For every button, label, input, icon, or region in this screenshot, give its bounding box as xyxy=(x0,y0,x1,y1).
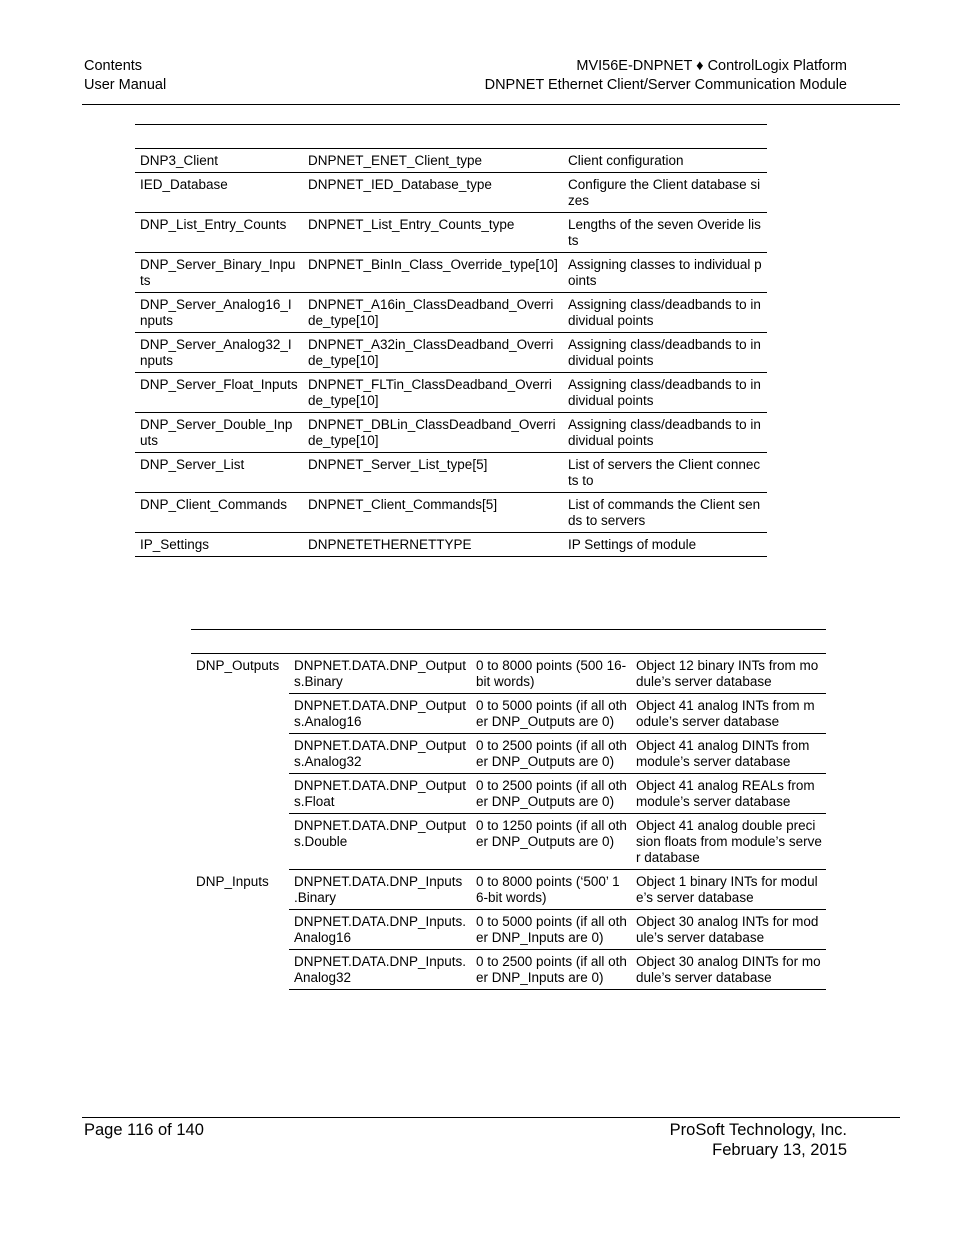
tag-type-cell: DNPNET_FLTin_ClassDeadband_Override_type[10] xyxy=(303,373,563,413)
table-row xyxy=(135,293,767,333)
data-object-table-body xyxy=(191,630,826,990)
data-description-cell: Object 41 analog double precision floats from module’s server database xyxy=(631,814,826,870)
table-row xyxy=(135,149,767,173)
tag-name-cell: DNP_Server_Float_Inputs xyxy=(135,373,303,413)
table-row xyxy=(191,734,826,774)
data-description-cell: Object 41 analog DINTs from module’s server database xyxy=(631,734,826,774)
footer-divider xyxy=(82,1117,900,1118)
table-row xyxy=(191,870,826,910)
table-row xyxy=(135,373,767,413)
group-name-cell: DNP_Outputs xyxy=(196,658,280,673)
group-name-cell: DNP_Inputs xyxy=(196,873,269,889)
group-spacer-cell xyxy=(191,734,289,774)
tag-description-cell: Assigning class/deadbands to individual points xyxy=(563,413,767,453)
header-divider xyxy=(82,104,900,105)
footer-date: February 13, 2015 xyxy=(712,1141,847,1159)
page-footer-right xyxy=(670,1120,847,1160)
group-spacer-cell xyxy=(191,950,289,990)
group-spacer-cell xyxy=(191,694,289,734)
table-row xyxy=(135,493,767,533)
data-tag-cell: DNPNET.DATA.DNP_Outputs.Analog16 xyxy=(289,694,471,734)
table-row xyxy=(191,950,826,990)
table-row xyxy=(135,173,767,213)
tag-type-cell: DNPNET_A16in_ClassDeadband_Override_type[10] xyxy=(303,293,563,333)
data-description-cell: Object 30 analog INTs for module’s server database xyxy=(631,910,826,950)
tag-structure-table-body xyxy=(135,125,767,557)
data-tag-cell: DNPNET.DATA.DNP_Outputs.Analog32 xyxy=(289,734,471,774)
group-spacer-cell xyxy=(191,910,289,950)
page-number: Page 116 of 140 xyxy=(84,1121,204,1139)
tag-name-cell: DNP3_Client xyxy=(135,149,303,173)
data-size-cell: 0 to 2500 points (if all other DNP_Outputs are 0) xyxy=(471,774,631,814)
tag-type-cell: DNPNET_Server_List_type[5] xyxy=(303,453,563,493)
tag-name-cell: DNP_Server_List xyxy=(135,453,303,493)
tag-type-cell: DNPNET_Client_Commands[5] xyxy=(303,493,563,533)
data-tag-cell: DNPNET.DATA.DNP_Outputs.Binary xyxy=(289,654,471,694)
data-size-cell: 0 to 1250 points (if all other DNP_Outputs are 0) xyxy=(471,814,631,870)
tag-name-cell: DNP_List_Entry_Counts xyxy=(135,213,303,253)
tag-structure-table xyxy=(135,124,767,557)
tag-type-cell: DNPNET_BinIn_Class_Override_type[10] xyxy=(303,253,563,293)
table-row xyxy=(191,774,826,814)
tag-name-cell: DNP_Server_Analog16_Inputs xyxy=(135,293,303,333)
header-manual-title: User Manual xyxy=(84,77,167,93)
tag-name-cell: DNP_Server_Binary_Inputs xyxy=(135,253,303,293)
tag-name-cell: DNP_Server_Analog32_Inputs xyxy=(135,333,303,373)
tag-name-cell: IP_Settings xyxy=(135,533,303,557)
data-size-cell: 0 to 5000 points (if all other DNP_Outputs are 0) xyxy=(471,694,631,734)
footer-company: ProSoft Technology, Inc. xyxy=(669,1121,847,1139)
data-description-cell: Object 41 analog REALs from module’s server database xyxy=(631,774,826,814)
data-size-cell: 0 to 8000 points (‘500’ 16-bit words) xyxy=(471,870,631,910)
group-spacer-cell xyxy=(191,774,289,814)
page-header-right xyxy=(485,57,847,95)
data-size-cell: 0 to 2500 points (if all other DNP_Inputs are 0) xyxy=(471,950,631,990)
table-row xyxy=(135,453,767,493)
data-object-table xyxy=(191,629,826,990)
data-description-cell: Object 41 analog INTs from module’s server database xyxy=(631,694,826,734)
table-header-gap xyxy=(135,125,767,149)
data-tag-cell: DNPNET.DATA.DNP_Outputs.Float xyxy=(289,774,471,814)
group-spacer-cell xyxy=(191,814,289,870)
tag-description-cell: Assigning class/deadbands to individual points xyxy=(563,373,767,413)
tag-description-cell: IP Settings of module xyxy=(563,533,767,557)
tag-name-cell: DNP_Server_Double_Inputs xyxy=(135,413,303,453)
table-row xyxy=(191,910,826,950)
table-row xyxy=(191,694,826,734)
tag-description-cell: List of commands the Client sends to servers xyxy=(563,493,767,533)
tag-type-cell: DNPNET_ENET_Client_type xyxy=(303,149,563,173)
tag-name-cell: IED_Database xyxy=(135,173,303,213)
tag-type-cell: DNPNETETHERNETTYPE xyxy=(303,533,563,557)
data-tag-cell: DNPNET.DATA.DNP_Inputs.Analog32 xyxy=(289,950,471,990)
tag-description-cell: Lengths of the seven Overide lists xyxy=(563,213,767,253)
tag-type-cell: DNPNET_IED_Database_type xyxy=(303,173,563,213)
tag-description-cell: Client configuration xyxy=(563,149,767,173)
data-description-cell: Object 30 analog DINTs for module’s server database xyxy=(631,950,826,990)
header-section-title: Contents xyxy=(84,58,143,74)
data-size-cell: 0 to 2500 points (if all other DNP_Outputs are 0) xyxy=(471,734,631,774)
tag-description-cell: Assigning classes to individual points xyxy=(563,253,767,293)
table-header-gap xyxy=(191,630,826,654)
tag-description-cell: List of servers the Client connects to xyxy=(563,453,767,493)
header-module-title: DNPNET Ethernet Client/Server Communication Module xyxy=(484,77,847,93)
data-tag-cell: DNPNET.DATA.DNP_Inputs.Analog16 xyxy=(289,910,471,950)
tag-description-cell: Assigning class/deadbands to individual points xyxy=(563,333,767,373)
tag-type-cell: DNPNET_List_Entry_Counts_type xyxy=(303,213,563,253)
table-row xyxy=(191,814,826,870)
data-size-cell: 0 to 5000 points (if all other DNP_Inputs are 0) xyxy=(471,910,631,950)
tag-description-cell: Configure the Client database sizes xyxy=(563,173,767,213)
table-row xyxy=(135,413,767,453)
data-tag-cell: DNPNET.DATA.DNP_Inputs .Binary xyxy=(289,870,471,910)
data-tag-cell: DNPNET.DATA.DNP_Outputs.Double xyxy=(289,814,471,870)
table-row xyxy=(191,654,826,694)
data-description-cell: Object 1 binary INTs for module’s server database xyxy=(631,870,826,910)
tag-type-cell: DNPNET_DBLin_ClassDeadband_Override_type[10] xyxy=(303,413,563,453)
tag-type-cell: DNPNET_A32in_ClassDeadband_Override_type[10] xyxy=(303,333,563,373)
table-row xyxy=(135,533,767,557)
header-product-title: MVI56E-DNPNET ♦ ControlLogix Platform xyxy=(576,58,847,74)
data-size-cell: 0 to 8000 points (500 16-bit words) xyxy=(471,654,631,694)
tag-description-cell: Assigning class/deadbands to individual points xyxy=(563,293,767,333)
table-row xyxy=(135,333,767,373)
data-description-cell: Object 12 binary INTs from module’s server database xyxy=(631,654,826,694)
table-row xyxy=(135,253,767,293)
page-header-left xyxy=(84,57,166,95)
tag-name-cell: DNP_Client_Commands xyxy=(135,493,303,533)
table-row xyxy=(135,213,767,253)
